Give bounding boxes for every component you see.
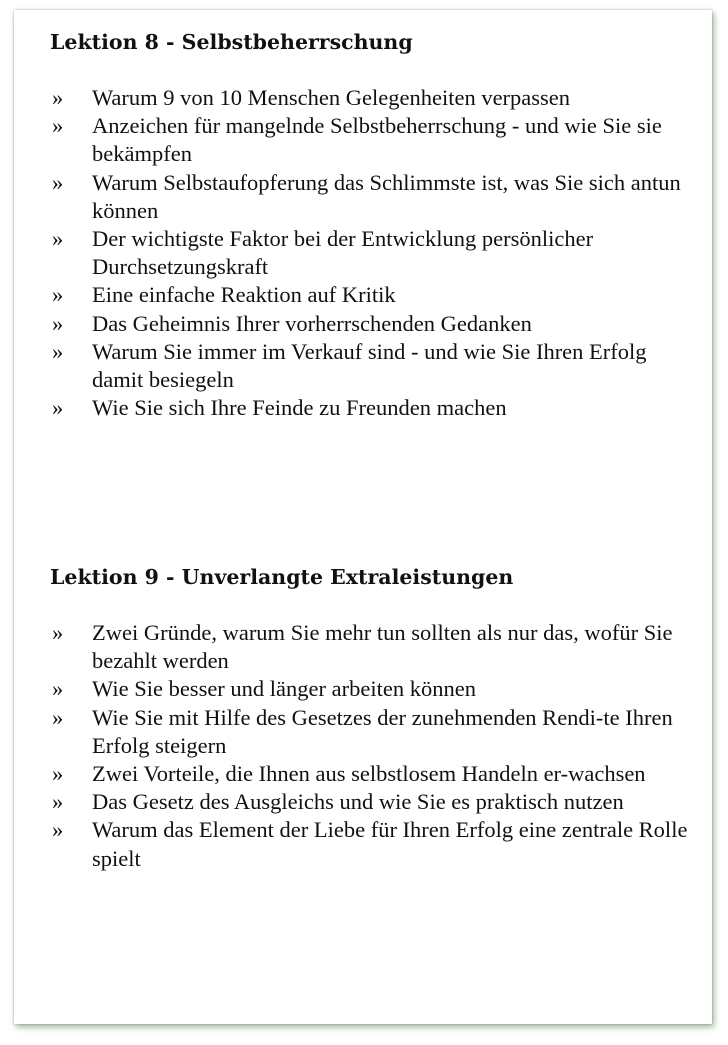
list-item-text: Eine einfache Reaktion auf Kritik [92,282,396,308]
list-item-text: Wie Sie mit Hilfe des Gesetzes der zunehmenden Rendi-te Ihren Erfolg steigern [92,704,673,758]
bullet-marker: » [52,85,64,110]
bullet-marker: » [52,282,64,308]
bullet-marker: » [52,310,64,336]
list-item [50,225,688,281]
list-item [50,112,688,168]
list-item-text: Wie Sie sich Ihre Feinde zu Freunden machen [92,395,507,421]
lesson-8-heading: Lektion 8 - Selbstbeherrschung [50,30,413,54]
list-item-text: Zwei Gründe, warum Sie mehr tun sollten als nur das, wofür Sie bezahlt werden [92,620,673,674]
bullet-marker: » [52,395,64,421]
document-page [14,10,712,1024]
list-item [50,788,688,816]
bullet-marker: » [52,620,64,645]
lesson-9-list [50,619,688,873]
list-item-text: Zwei Vorteile, die Ihnen aus selbstlosem Handeln er-wachsen [92,761,646,787]
bullet-marker: » [52,761,64,787]
list-item [50,169,688,225]
list-item [50,619,688,675]
list-item-text: Warum Selbstaufopferung das Schlimmste ist, was Sie sich antun können [92,169,681,223]
list-item-text: Warum 9 von 10 Menschen Gelegenheiten verpassen [92,85,571,110]
list-item [50,338,688,394]
bullet-marker: » [52,113,64,139]
list-item-text: Anzeichen für mangelnde Selbstbeherrschung - und wie Sie sie bekämpfen [92,113,662,167]
list-item [50,704,688,760]
list-item-text: Der wichtigste Faktor bei der Entwicklung persönlicher Durchsetzungskraft [92,226,594,280]
lesson-8-section [50,28,688,422]
list-item [50,394,688,422]
lesson-8-list [50,84,688,422]
list-item [50,310,688,338]
bullet-marker: » [52,226,64,252]
list-item-text: Das Geheimnis Ihrer vorherrschenden Gedanken [92,310,532,336]
bullet-marker: » [52,169,64,195]
bullet-marker: » [52,789,64,815]
lesson-9-section [50,563,688,873]
list-item [50,281,688,309]
lesson-9-heading: Lektion 9 - Unverlangte Extraleistungen [50,565,514,589]
list-item [50,816,688,872]
bullet-marker: » [52,676,64,702]
list-item [50,760,688,788]
list-item-text: Warum das Element der Liebe für Ihren Erfolg eine zentrale Rolle spielt [92,817,688,871]
list-item [50,675,688,703]
list-item-text: Wie Sie besser und länger arbeiten können [92,676,476,702]
list-item [50,84,688,112]
bullet-marker: » [52,817,64,843]
list-item-text: Das Gesetz des Ausgleichs und wie Sie es praktisch nutzen [92,789,624,815]
bullet-marker: » [52,704,64,730]
bullet-marker: » [52,338,64,364]
list-item-text: Warum Sie immer im Verkauf sind - und wie Sie Ihren Erfolg damit besiegeln [92,338,647,393]
